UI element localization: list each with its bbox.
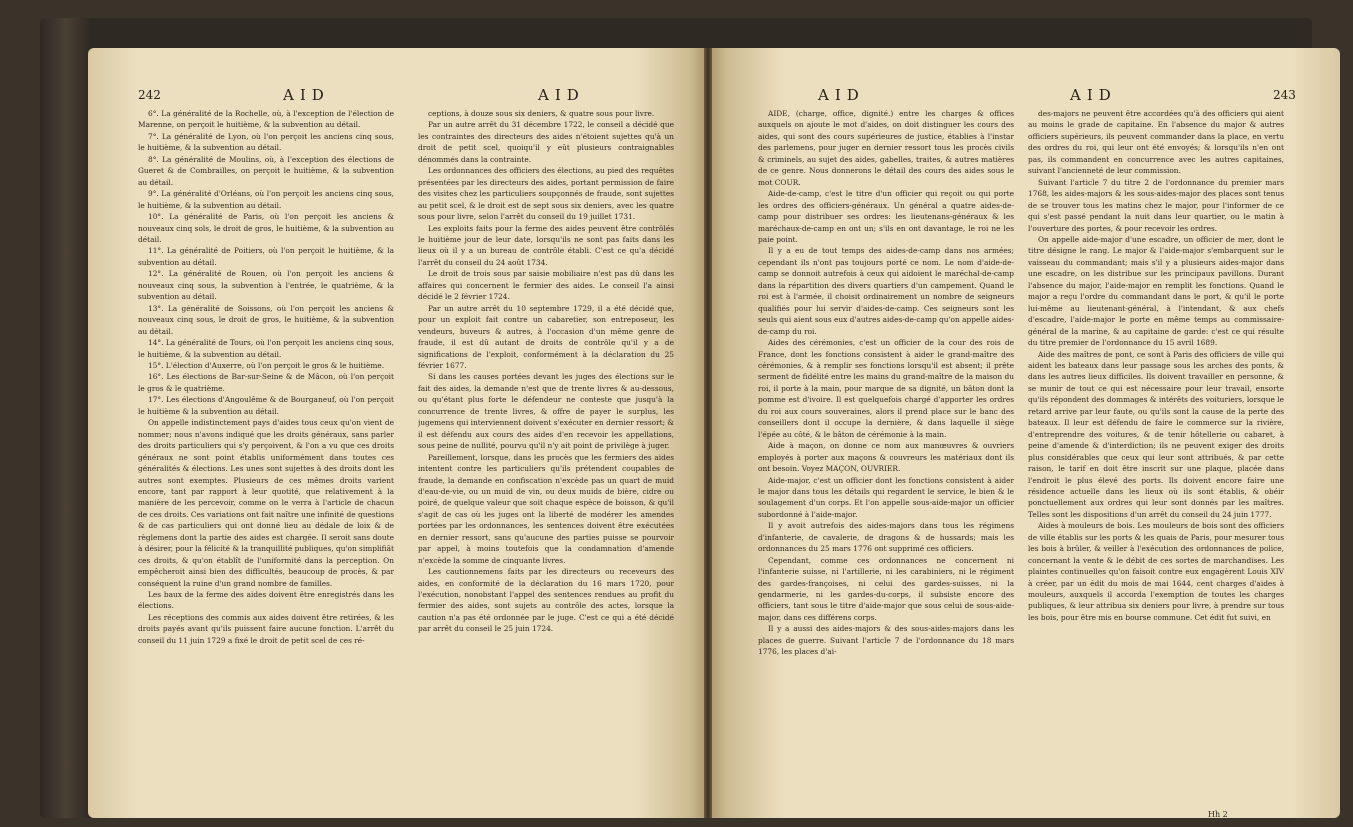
left-column-2: [418, 108, 674, 808]
running-header-right-2: AID: [818, 86, 865, 104]
paragraph: Par un autre arrêt du 31 décembre 1722, le conseil a décidé que les contraintes des directeurs des aides n'étoient sujettes qu'à un droit de petit scel, quoiqu'il y eût plusieurs contraignables dénommés dans la contrainte.: [418, 120, 674, 164]
paragraph: Aide à maçon, on donne ce nom aux manœuvres & ouvriers employés à porter aux maçons & couvreurs les matériaux dont ils ont besoin. Voyez MAÇON, OUVRIER.: [758, 441, 1014, 474]
paragraph: Aide-de-camp, c'est le titre d'un officier qui reçoit ou qui porte les ordres des officiers-généraux. Un général a quatre aides-de-camp pour distribuer ses ordres: les lieutenans-généraux & les maréchaux-de-camp en ont un; s'ils en ont davantage, le roi ne les paie point.: [758, 189, 1014, 244]
paragraph: 10°. La généralité de Paris, où l'on perçoit les anciens & nouveaux cinq sols, le droit de gros, le huitième, & la subvention au détail.: [138, 212, 394, 244]
paragraph: 14°. La généralité de Tours, où l'on perçoit les anciens cinq sous, le huitième, & la subvention au détail.: [138, 338, 394, 359]
paragraph: Les ordonnances des officiers des élections, au pied des requêtes présentées par les directeurs des aides, portant permission de faire des visites chez les particuliers soupçonnés de fraude, sont sujettes au petit scel, & le droit est de sept sous six deniers, avec les quatre sous pour livre, selon l'arrêt du conseil du 19 juillet 1731.: [418, 166, 674, 222]
paragraph: On appelle aide-major d'une escadre, un officier de mer, dont le titre désigne le rang. Le major & l'aide-major s'embarquent sur le vaisseau du commandant; mais s'il y a plusieurs aides-major dans une escadre, on les distribue sur les principaux pavillons. Durant l'absence du major, l'aide-major en remplit les fonctions. Quand le major a reçu l'ordre du commandant dans le port, & qu'il le porte lui-même au lieutenant-général, à l'intendant, & aux chefs d'escadre, l'aide-major le porte en même temps au commissaire-général de la marine, & au capitaine de garde: c'est ce qui résulte du titre premier de l'ordonnance du 15 avril 1689.: [1028, 234, 1284, 348]
signature-mark: Hh 2: [1208, 810, 1228, 818]
page-number-right: 243: [1273, 88, 1296, 102]
open-book: [40, 18, 1312, 818]
paragraph: Suivant l'article 7 du titre 2 de l'ordonnance du premier mars 1768, les aides-majors & les sous-aides-major des places sont tenus de se trouver tous les matins chez le major, pour l'informer de ce qui s'est passé pendant la nuit dans leur quartier, ou le matin à l'ouverture des portes, & pour recevoir les ordres.: [1028, 177, 1284, 233]
paragraph: 8°. La généralité de Moulins, où, à l'exception des élections de Gueret & de Combrailles, on perçoit le huitième, & la subvention au détail.: [138, 154, 394, 187]
paragraph: 15°. L'élection d'Auxerre, où l'on perçoit le gros & le huitième.: [148, 360, 385, 370]
paragraph: Les réceptions des commis aux aides doivent être retirées, & les droits payés avant qu'ils puissent faire aucune fonction. L'arrêt du conseil du 11 juin 1729 a fixé le droit de petit scel de ces ré-: [138, 612, 394, 645]
paragraph: 11°. La généralité de Poitiers, où l'on perçoit le huitième, & la subvention au détail.: [138, 246, 394, 267]
paragraph: Les cautionnemens faits par les directeurs ou receveurs des aides, en conformité de la déclaration du 16 mars 1720, pour l'exécution, nonobstant l'appel des sentences rendues au profit du fermier des aides, sont sujets au contrôle des actes, lorsque la caution n'a pas été ordonnée par le juge. C'est ce qui a été décidé par arrêt du conseil le 25 juin 1724.: [418, 567, 674, 634]
paragraph: des-majors ne peuvent être accordées qu'à des officiers qui aient au moins le grade de capitaine. En l'absence du major & autres officiers supérieurs, ils peuvent commander dans la place, en vertu des ordres du roi, qui leur ont été envoyés; & lorsqu'ils n'en ont pas, ils commandent en concurrence avec les autres capitaines, suivant l'ancienneté de leur commission.: [1028, 109, 1284, 176]
paragraph: 6°. La généralité de la Rochelle, où, à l'exception de l'élection de Marenne, on perçoit le huitième, & la subvention au détail.: [138, 109, 394, 130]
left-column-1: [138, 108, 394, 808]
paragraph: AIDE, (charge, office, dignité.) entre les charges & offices auxquels on ajoute le mot d'aides, on doit distinguer les cours des aides, qui sont des cours supérieures de justice, établies à l'instar des parlemens, pour juger en dernier ressort tous les procès civils & criminels, au sujet des aides, gabelles, traites, & autres matières de ce genre. Nous donnerons le détail des cours des aides sous le mot COUR.: [758, 109, 1014, 187]
paragraph: Par un autre arrêt du 10 septembre 1729, il a été décidé que, pour un exploit fait contre un cabaretier, son entreposeur, les vendeurs, buveurs & autres, à l'occasion d'un même genre de fraude, il est dû autant de droits de contrôle qu'il y a de significations de l'exploit, conformément à la déclaration du 25 février 1677.: [418, 303, 674, 370]
paragraph: 7°. La généralité de Lyon, où l'on perçoit les anciens cinq sous, le huitième, & la subvention au détail.: [138, 131, 394, 153]
paragraph: Aide des maîtres de pont, ce sont à Paris des officiers de ville qui aident les bateaux dans leur passage sous les arches des ponts, & dans les autres lieux difficiles. Ils doivent travailler en personne, & se munir de tout ce qui est nécessaire pour leur travail, ensorte qu'ils répondent des dommages & intérêts des voituriers, lorsque le retard arrive par leur faute, ou qu'ils sont la cause de la perte des bateaux. Il leur est défendu de faire le commerce sur la rivière, d'entreprendre des voitures, & de tenir hôtellerie ou cabaret, à peine d'amende & d'interdiction; ils ne peuvent exiger des droits plus considérables que ceux qui leur sont attribués, & par cette raison, le tarif en doit être inscrit sur une plaque, placée dans l'endroit le plus élevé des ports. Ils doivent encore faire une résidence actuelle dans les lieux où ils sont établis, & obéir ponctuellement aux ordres qui leur sont donnés par les maîtres. Telles sont les dispositions d'un arrêt du conseil du 24 juin 1777.: [1028, 349, 1284, 519]
paragraph: 9°. La généralité d'Orléans, où l'on perçoit les anciens cinq sous, le huitième, & la subvention au détail.: [138, 189, 394, 210]
paragraph: Il y a aussi des aides-majors & des sous-aides-majors dans les places de guerre. Suivant l'article 7 de l'ordonnance du 18 mars 1776, les places d'ai-: [758, 624, 1014, 657]
paragraph: 12°. La généralité de Rouen, où l'on perçoit les anciens & nouveaux cinq sous, la subvention à l'entrée, le quatrième, & la subvention au détail.: [138, 269, 394, 302]
paragraph: Aides des cérémonies, c'est un officier de la cour des rois de France, dont les fonctions consistent à aider le grand-maître des cérémonies, & à remplir ses fonctions lorsqu'il est absent; il prête serment de fidélité entre les mains du grand-maître de la maison du roi, il porte à la main, pour marque de sa dignité, un bâton dont la pomme est d'ivoire. Il est quelquefois chargé d'apporter les ordres du roi aux cours souveraines, alors il prend place sur le banc des conseillers dont il occupe la dernière, & dans laquelle il siège l'épée au côté, & le bâton de cérémonie à la main.: [758, 338, 1014, 439]
paragraph: Il y a eu de tout temps des aides-de-camp dans nos armées; cependant ils n'ont pas toujours porté ce nom. Le nom d'aide-de-camp se donnoit autrefois à ceux qui aidoient le maréchal-de-camp dans la répartition des divers quartiers d'un campement. Quand le roi est à l'armée, il choisit ordinairement un nombre de seigneurs qualifiés pour lui servir d'aides-de-camp. Ces seigneurs sont les seuls qui aient sous eux d'autres aides-de-camp qu'on appelle aides-de-camp du roi.: [758, 246, 1014, 336]
paragraph: Le droit de trois sous par saisie mobiliaire n'est pas dû dans les affaires qui concernent le fermier des aides. Le conseil l'a ainsi décidé le 2 février 1724.: [418, 269, 674, 302]
paragraph: Aides à mouleurs de bois. Les mouleurs de bois sont des officiers de ville établis sur les ports & les quais de Paris, pour mesurer tous les bois à brûler, & veiller à l'exécution des ordonnances de police, concernant la vente & le débit de ces sortes de marchandises. Les plaintes continuelles qu'on faisoit contre eux engagèrent Louis XIV à créer, par un édit du mois de mai 1644, cent charges d'aides à mouleurs, auxquels il accorda l'exemption de toutes les charges publiques, & leur attribua six deniers pour livre, à prendre sur tous les bois, pour être mis en bourse commune. Cet édit fut suivi, en: [1028, 521, 1284, 622]
right-page: [708, 48, 1340, 818]
running-header-right: AID: [1070, 86, 1117, 104]
paragraph: 16°. Les élections de Bar-sur-Seine & de Mâcon, où l'on perçoit le gros & le quatrième.: [138, 372, 394, 393]
paragraph: Les baux de la ferme des aides doivent être enregistrés dans les élections.: [138, 590, 394, 611]
running-header-left-2: AID: [538, 86, 585, 104]
paragraph: Il y avoit autrefois des aides-majors dans tous les régimens d'infanterie, de cavalerie, de dragons & de hussards; mais les ordonnances du 25 mars 1776 ont supprimé ces officiers.: [758, 521, 1014, 554]
book-spine: [704, 48, 712, 818]
paragraph: Si dans les causes portées devant les juges des élections sur le fait des aides, la demande n'est que de trente livres & au-dessous, ou qu'étant plus forte le défendeur ne conteste que jusqu'à la concurrence de trente livres, & offre de payer le surplus, les jugemens qui interviennent doivent s'exécuter en dernier ressort; & il est défendu aux cours des aides d'en recevoir les appellations, sous peine de nullité, pourvu qu'il n'y ait point de privilège à juger.: [418, 372, 674, 451]
paragraph: ceptions, à douze sous six deniers, & quatre sous pour livre.: [428, 109, 655, 118]
paragraph: On appelle indistinctement pays d'aides tous ceux qu'on vient de nommer; nous n'avons indiqué que les droits généraux, sans parler des droits particuliers qui s'y perçoivent, & l'on a vu que ces droits généraux ne sont point établis uniformément dans toutes ces généralités & élections. Les unes sont sujettes à des droits dont les autres sont exemptes. Plusieurs de ces mêmes droits varient encore, tant par rapport à leur quotité, que relativement à la manière de les percevoir, comme on le verra à l'article de chacun de ces droits. Ces variations ont fait naître une infinité de questions & de cas particuliers qui ont donné lieu au dédale de loix & de règlemens dont la partie des aides est chargée. Il seroit sans doute à désirer, pour la félicité & la tranquillité publiques, qu'on simplifiât ces droits, & qu'on établît de l'uniformité dans la perception. On empêcheroit ainsi bien des difficultés, beaucoup de procès, & par conséquent la ruine d'un grand nombre de familles.: [138, 418, 394, 588]
left-page: [88, 48, 708, 818]
paragraph: Aide-major, c'est un officier dont les fonctions consistent à aider le major dans tous les détails qui regardent le service, le bien & le soulagement d'un corps. Et l'on appelle sous-aide-major un officier subordonné à l'aide-major.: [758, 475, 1014, 519]
paragraph: Les exploits faits pour la ferme des aides peuvent être contrôlés le huitième jour de leur date, lorsqu'ils ne sont pas faits dans les lieux où il y a un bureau de contrôle établi. C'est ce qu'a décidé l'arrêt du conseil du 24 août 1734.: [418, 223, 674, 267]
right-column-2: [1028, 108, 1284, 808]
paragraph: 17°. Les élections d'Angoulême & de Bourganeuf, où l'on perçoit le huitième & la subvention au détail.: [138, 395, 394, 416]
right-column-1: [758, 108, 1014, 808]
paragraph: Pareillement, lorsque, dans les procès que les fermiers des aides intentent contre les particuliers qu'ils prétendent coupables de fraude, la demande en confiscation n'excède pas un quart de muid d'eau-de-vie, ou un muid de vin, ou deux muids de bière, cidre ou poiré, de quelque valeur que soit chaque espèce de boisson, & qu'il s'agit de cas où les juges ont la liberté de modérer les amendes portées par les ordonnances, les sentences doivent être exécutées en dernier ressort, sans qu'aucune des parties puisse se pourvoir par appel, à moins toutefois que la condamnation d'amende n'excède la somme de cinquante livres.: [418, 452, 674, 565]
running-header-left: AID: [283, 86, 330, 104]
paragraph: 13°. La généralité de Soissons, où l'on perçoit les anciens & nouveaux cinq sous, le droit de gros, le huitième, & la subvention au détail.: [138, 303, 394, 336]
paragraph: Cependant, comme ces ordonnances ne concernent ni l'infanterie suisse, ni l'artillerie, ni les carabiniers, ni le régiment des gardes-françoises, ni celui des gardes-suisses, ni la gendarmerie, ni les gardes-du-corps, il subsiste encore des officiers, tant sous le titre d'aide-major que sous celui de sous-aide-major, dans ces différens corps.: [758, 555, 1014, 622]
page-number-left: 242: [138, 88, 161, 102]
